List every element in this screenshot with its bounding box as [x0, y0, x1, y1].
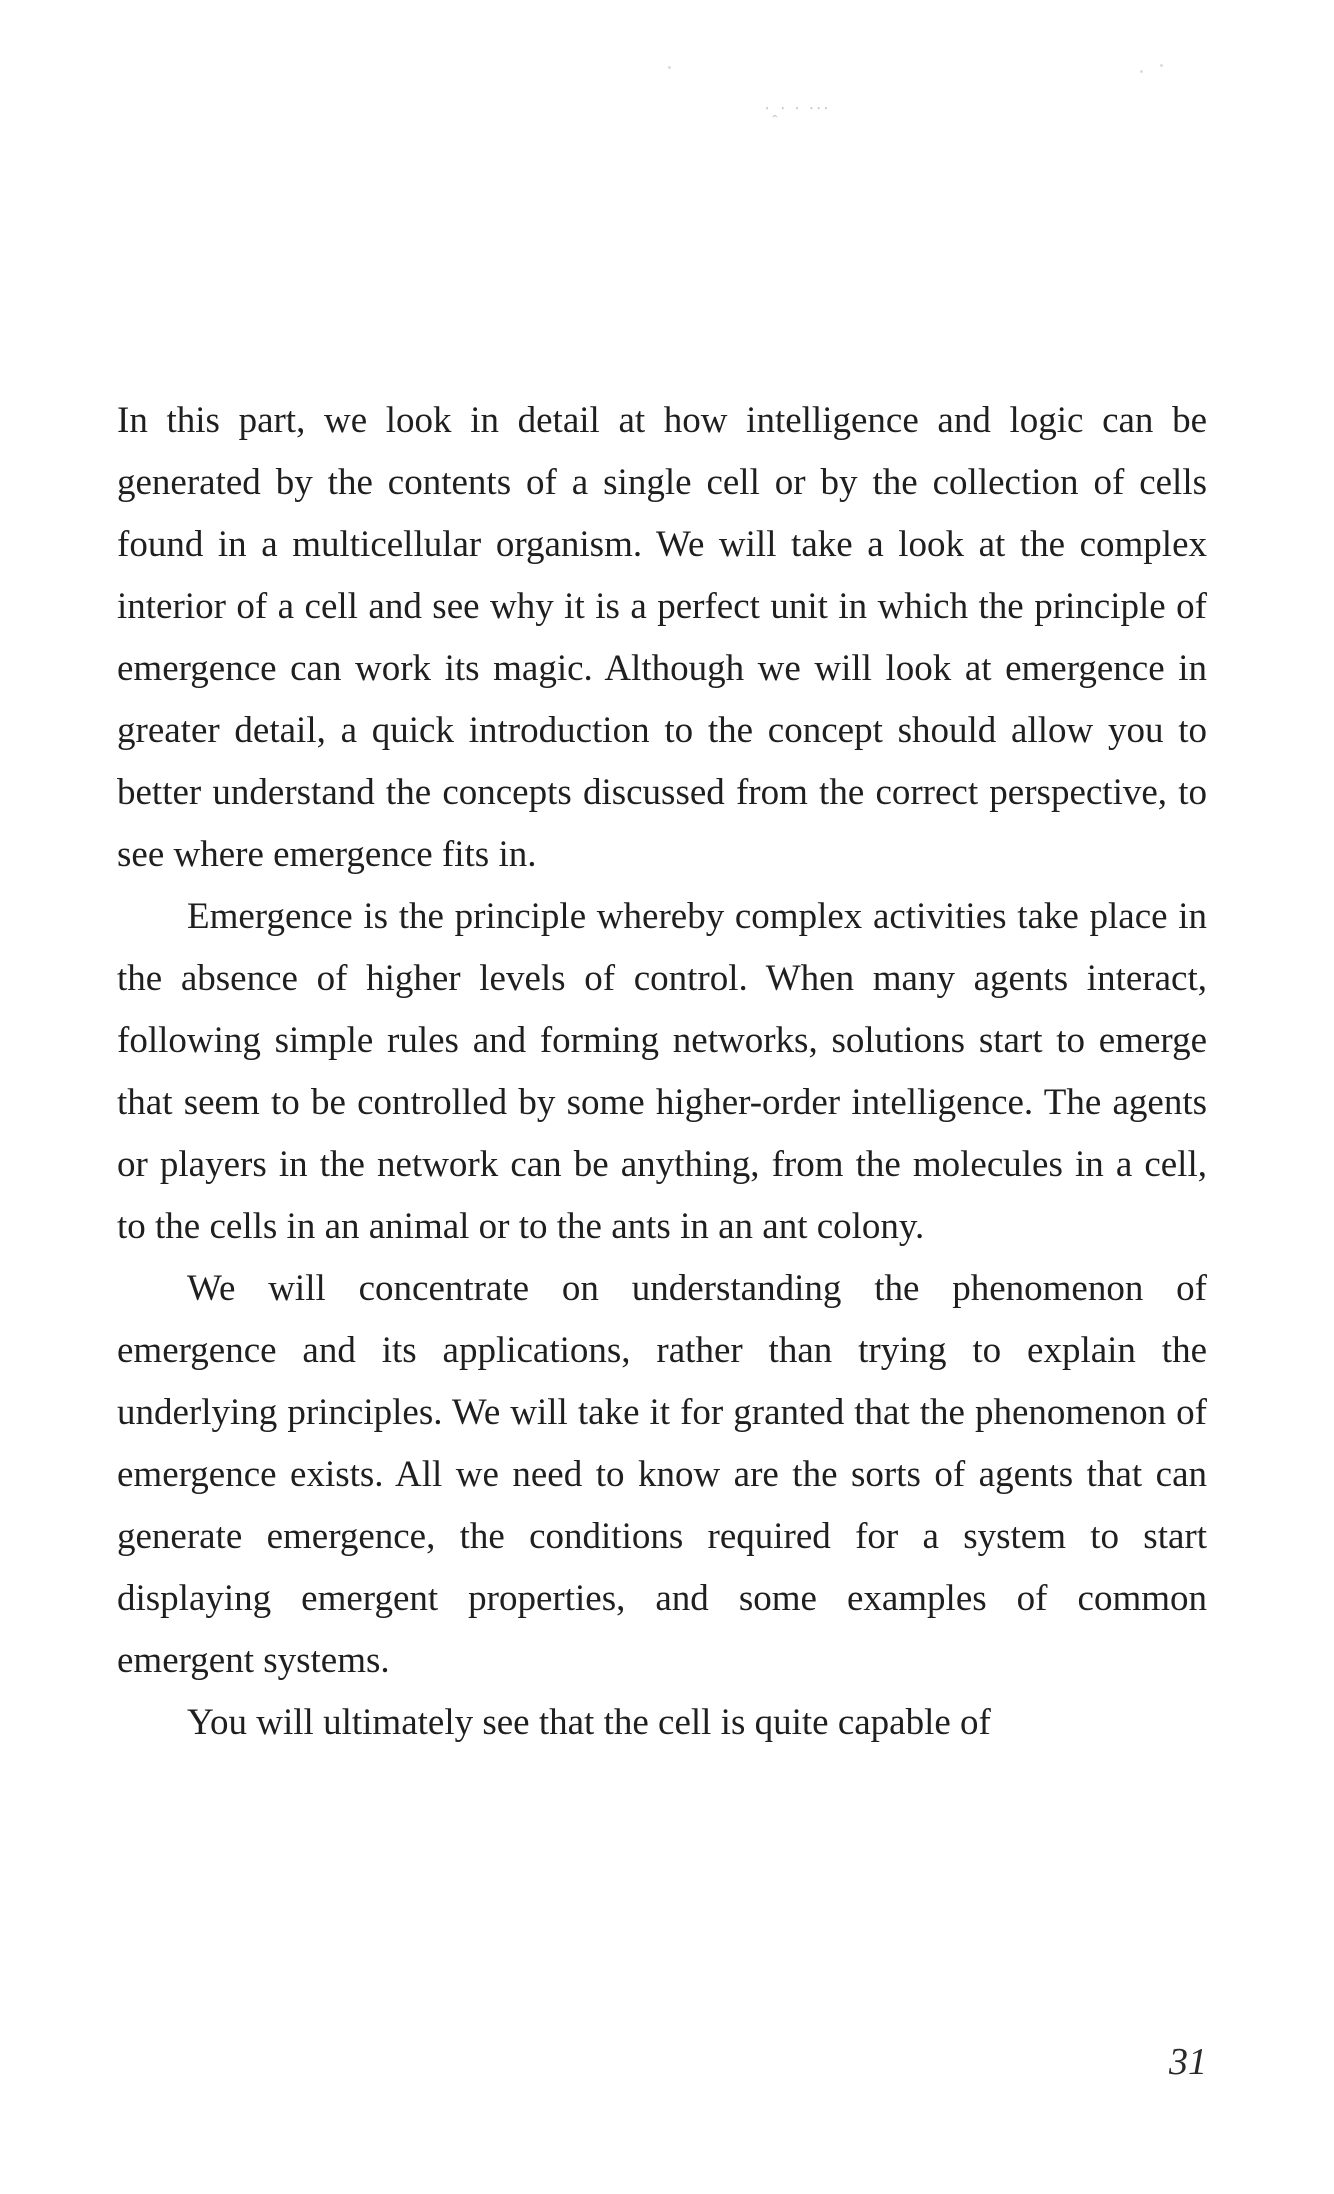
scan-artifact-dot: [668, 66, 671, 69]
paragraph: You will ultimately see that the cell is quite capable of: [187, 1702, 991, 1743]
scan-artifact: ⸱ꞈ⸱ ⸱ ⸱⸱⸱: [765, 101, 832, 118]
paragraph: Emergence is the principle whereby complex activities take place in the absence of higher levels of control. When many agents interact, following simple rules and forming networks, solutions start to emerge that seem to be controlled by some higher-order intelligence. The agents or players in the network can be anything, from the molecules in a cell, to the cells in an animal or to the ants in an ant colony.: [117, 896, 1207, 1247]
paragraph: In this part, we look in detail at how intelligence and logic can be generated by the contents of a single cell or by the collection of cells found in a multicellular organism. We will take a look at the complex interior of a cell and see why it is a perfect unit in which the principle of emergence can work its magic. Although we will look at emergence in greater detail, a quick introduction to the concept should allow you to better understand the concepts discussed from the correct perspective, to see where emergence fits in.: [117, 400, 1207, 875]
page-number: 31: [1169, 2041, 1207, 2083]
body-text: [117, 390, 1207, 1754]
scan-artifact-dot: [1140, 70, 1143, 73]
scan-artifact-dot: [1160, 64, 1163, 67]
paragraph: We will concentrate on understanding the phenomenon of emergence and its applications, rather than trying to explain the underlying principles. We will take it for granted that the phenomenon of emergence exists. All we need to know are the sorts of agents that can generate emergence, the conditions required for a system to start displaying emergent properties, and some examples of common emergent systems.: [117, 1268, 1207, 1681]
